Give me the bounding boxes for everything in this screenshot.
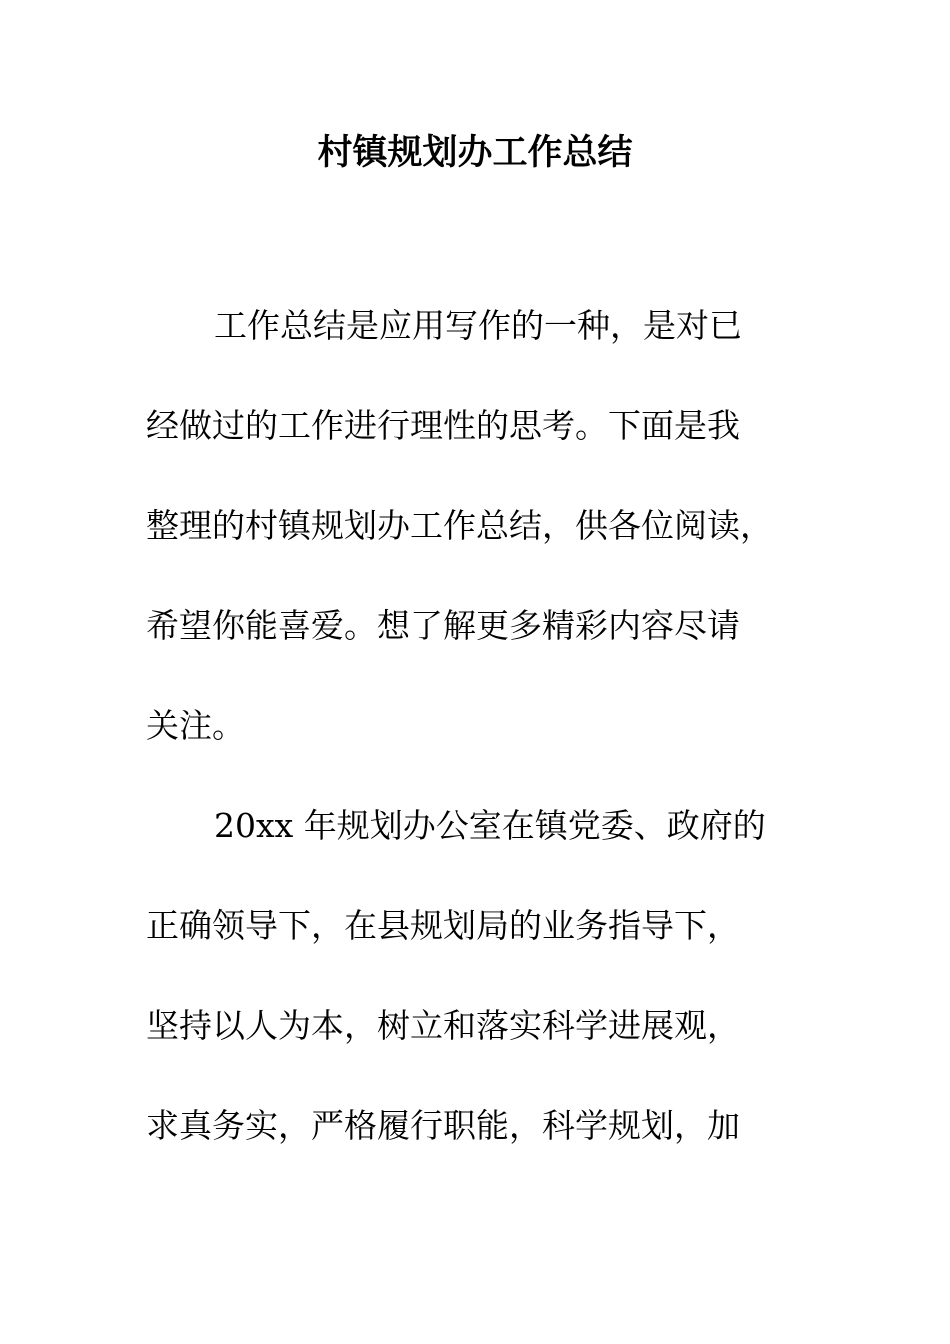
text-line: 整理的村镇规划办工作总结，供各位阅读， [146, 506, 773, 545]
text-line: 坚持以人为本，树立和落实科学进展观， [146, 1006, 740, 1045]
document-title: 村镇规划办工作总结 [317, 133, 633, 173]
text-line: 经做过的工作进行理性的思考。下面是我 [146, 406, 740, 445]
text-line: 正确领导下，在县规划局的业务指导下， [146, 906, 740, 945]
text-line: 工作总结是应用写作的一种，是对已 [214, 306, 742, 345]
text-line: 求真务实，严格履行职能，科学规划，加 [146, 1106, 740, 1145]
text-line: 20xx 年规划办公室在镇党委、政府的 [214, 806, 766, 845]
text-line: 希望你能喜爱。想了解更多精彩内容尽请 [146, 606, 740, 645]
text-line: 关注。 [146, 706, 245, 745]
